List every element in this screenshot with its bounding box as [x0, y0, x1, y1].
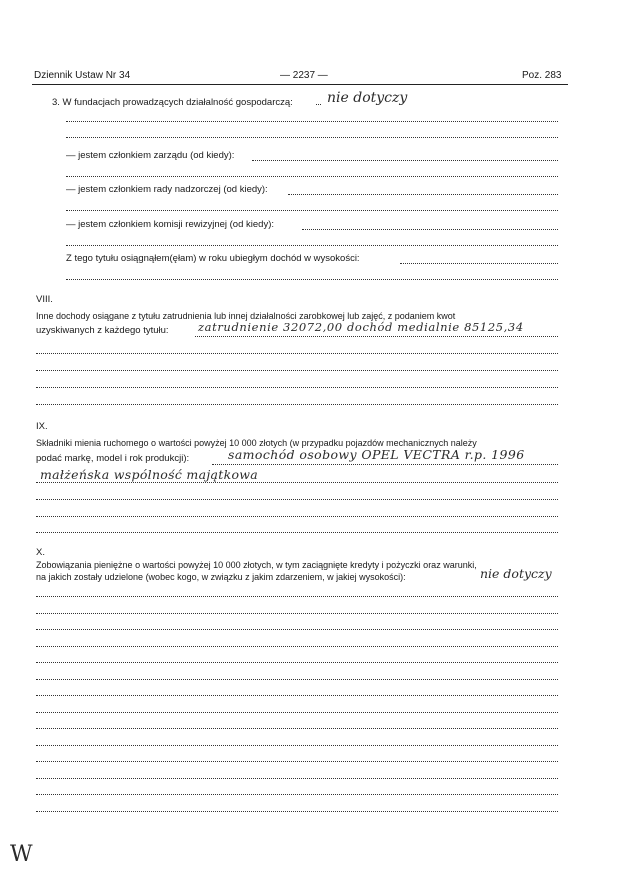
- answer-dotline: [36, 794, 558, 795]
- answer-dotline: [66, 245, 558, 246]
- section9-text: Składniki mienia ruchomego o wartości powyżej 10 000 złotych (w przypadku pojazdów mechanicznych należy: [36, 438, 477, 448]
- page-number: — 2237 —: [280, 70, 328, 81]
- answer-dotline: [36, 778, 558, 779]
- answer-dotline: [36, 811, 558, 812]
- answer-dotline: [36, 695, 558, 696]
- section9-handwritten-answer: małżeńska wspólność majątkowa: [40, 467, 259, 482]
- answer-dotline: [36, 482, 558, 483]
- answer-dotline: [36, 353, 558, 354]
- section8-text: uzyskiwanych z każdego tytułu:: [36, 325, 169, 336]
- answer-dotline: [36, 646, 558, 647]
- section10-number: X.: [36, 547, 45, 558]
- answer-dotline: [66, 137, 558, 138]
- section9-text: podać markę, model i rok produkcji):: [36, 453, 190, 464]
- answer-dotline: [36, 596, 558, 597]
- answer-dotline: [36, 712, 558, 713]
- answer-dotline: [36, 370, 558, 371]
- answer-dotline: [36, 629, 558, 630]
- answer-dotline: [66, 176, 558, 177]
- income-label: Z tego tytułu osiągnąłem(ęłam) w roku ubiegłym dochód w wysokości:: [66, 253, 360, 264]
- answer-dotline: [288, 194, 558, 195]
- answer-dotline: [36, 745, 558, 746]
- section8-handwritten-answer: zatrudnienie 32072,00 dochód medialnie 85125,34: [198, 320, 524, 334]
- answer-dotline: [36, 404, 558, 405]
- answer-dotline: [36, 516, 558, 517]
- section8-text: Inne dochody osiągane z tytułu zatrudnienia lub innej działalności zarobkowej lub zajęć, z podaniem kwot: [36, 311, 456, 321]
- section10-handwritten-answer: nie dotyczy: [480, 566, 552, 581]
- audit-member-label: — jestem członkiem komisji rewizyjnej (od kiedy):: [66, 219, 274, 230]
- answer-dotline: [252, 160, 558, 161]
- supervisory-member-label: — jestem członkiem rady nadzorczej (od kiedy):: [66, 184, 268, 195]
- answer-dotline: [36, 728, 558, 729]
- answer-dotline: [36, 761, 558, 762]
- journal-title: Dziennik Ustaw Nr 34: [34, 70, 131, 81]
- section9-handwritten-answer: samochód osobowy OPEL VECTRA r.p. 1996: [228, 447, 525, 462]
- answer-dotline: [66, 121, 558, 122]
- answer-dotline: [316, 104, 321, 105]
- answer-dotline: [66, 279, 558, 280]
- section3-handwritten-answer: nie dotyczy: [327, 90, 408, 106]
- section9-number: IX.: [36, 421, 48, 432]
- header-rule: [32, 84, 568, 85]
- board-member-label: — jestem członkiem zarządu (od kiedy):: [66, 150, 235, 161]
- position-number: Poz. 283: [522, 70, 562, 81]
- margin-handwritten-mark: W: [10, 842, 33, 867]
- answer-dotline: [36, 532, 558, 533]
- section10-text: Zobowiązania pieniężne o wartości powyżej 10 000 złotych, w tym zaciągnięte kredyty i pożyczki oraz warunki,: [36, 560, 477, 570]
- answer-dotline: [36, 662, 558, 663]
- answer-dotline: [400, 263, 558, 264]
- section8-number: VIII.: [36, 294, 53, 305]
- answer-dotline: [36, 387, 558, 388]
- answer-dotline: [36, 679, 558, 680]
- answer-dotline: [195, 336, 558, 337]
- answer-dotline: [36, 613, 558, 614]
- section3-heading: 3. W fundacjach prowadzących działalność gospodarczą:: [52, 97, 293, 108]
- answer-dotline: [66, 210, 558, 211]
- section10-text: na jakich zostały udzielone (wobec kogo, w związku z jakim zdarzeniem, w jakiej wysokości):: [36, 572, 406, 582]
- answer-dotline: [302, 229, 558, 230]
- answer-dotline: [36, 499, 558, 500]
- answer-dotline: [212, 464, 558, 465]
